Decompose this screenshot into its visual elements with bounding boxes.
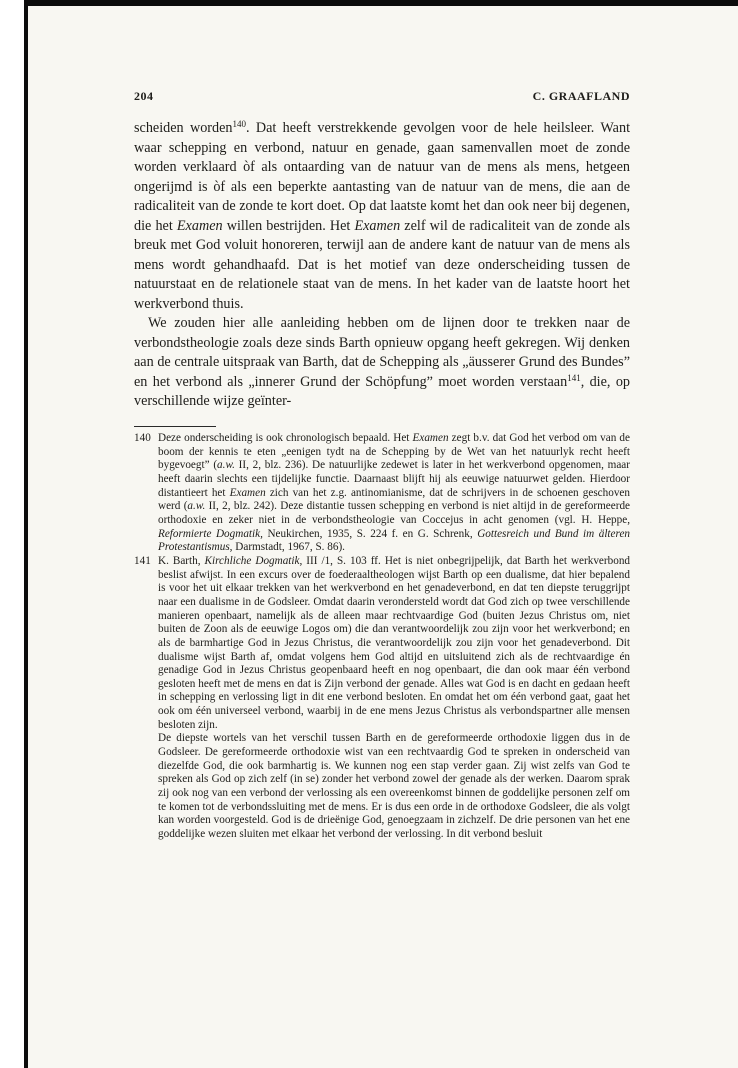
paragraph-1 <box>134 119 630 314</box>
text-run: , die, op verschillende wijze geïnter- <box>134 373 631 409</box>
text-run: zegt b.v. dat God het verbod om van de boom der kennis te eten „eenigen tydt na de Schepping by de Wet van het natuurlyk recht heeft bygevoegt” ( <box>158 432 630 472</box>
body-text <box>134 119 630 412</box>
italic-title: Reformierte Dogmatik, <box>158 527 263 540</box>
page-number: 204 <box>134 89 154 103</box>
footnote-number: 140 <box>134 432 151 444</box>
footnote-number: 141 <box>134 554 151 567</box>
italic-title: Examen <box>229 486 266 499</box>
footnotes <box>134 432 630 842</box>
italic-title: Kirchliche Dogmatik, <box>204 554 303 567</box>
text-run: Deze onderscheiding is ook chronologisch bepaald. Het <box>158 432 413 444</box>
text-run: Neukirchen, 1935, S. 224 f. en G. Schrenk, <box>262 527 478 540</box>
text-run: K. Barth, <box>158 554 205 567</box>
text-run: zelf wil de radicaliteit van de zonde als breuk met God voluit honoreren, terwijl aan de andere kant de natuur van de mens als mens wordt gehandhaafd. Dat is het motief van deze onderscheiding tussen de natuurstaat en de relationele staat van de mens. In het kader van de laatste hoort het werkverbond thuis. <box>134 217 630 312</box>
italic-title: Gottesreich und Bund im älteren Protestantismus, <box>158 527 631 554</box>
text-run: III /1, S. 103 ff. Het is niet onbegrijpelijk, dat Barth het werkverbond beslist afwijst. In een excurs over de foederaaltheologen wijst Barth op een dualisme, dat hier bepalend is voor het uit elkaar trekken van het werkverbond en het genadeverbond, en dat ten diepste teruggrijpt naar een dualisme in de Godsleer. Omdat daarin verondersteld wordt dat God zich op twee verschillende manieren openbaart, namelijk als de alleen maar rechtvaardige God (buiten Jezus Christus om, niet buiten de Zoon als de eeuwige Logos om) die dan verantwoordelijk zou zijn voor het werkverbond; en als de barmhartige God in Jezus Christus, die verantwoordelijk zou zijn voor het genadeverbond. Dit dualisme wijst Barth af, omdat volgens hem God altijd en uitsluitend zich als de rechtvaardige én genadige God in Jezus Christus geopenbaard heeft en nog openbaart, die dan ook maar één verbond gesloten heeft met de mens en dat is Zijn verbond der genade. Alles wat God is en dacht en gedaan heeft in schepping en verlossing ligt in dit ene verbond besloten. En omdat het om één verbond gaat, gaat het ook om één universeel verbond, waarbij in de ene mens Jezus Christus als verbondspartner alle mensen besloten zijn. <box>158 554 631 731</box>
text-run: II, 2, blz. 236). De natuurlijke zedewet is later in het werkverbond opgenomen, maar heeft daarin slechts een tijdelijke functie. Daarnaast blijft hij als eeuwige natuurwet gelden. Hierdoor distantieert het <box>158 459 630 499</box>
italic-title: Examen <box>412 432 449 444</box>
footnote-141-continuation: De diepste wortels van het verschil tussen Barth en de gereformeerde orthodoxie liggen dus in de Godsleer. De gereformeerde orthodoxie wist van een rechtvaardig God te spreken in onderscheid van diezelfde God, die ook barmhartig is. We kunnen nog een stap verder gaan. Zij wist zelfs van God te spreken als God op zich zelf (in se) zonder het verbond zowel der genade als der werken. Daarom sprak zij ook nog van een verbond der verlossing als een overeenkomst binnen de goddelijke personen zelf om te komen tot de verbondssluiting met de mens. Er is dus een orde in de orthodoxe Godsleer, die als volgt kan worden voorgesteld. God is de drieënige God, genoegzaam in zichzelf. De drie personen van het ene goddelijke wezen sluiten met elkaar het verbond der verlossing. In dit verbond besluit <box>158 732 630 841</box>
text-run: scheiden worden <box>134 120 233 136</box>
paragraph-2 <box>134 314 630 412</box>
italic-abbrev: a.w. <box>217 459 235 472</box>
text-run: zich van het z.g. antinomianisme, dat de schrijvers in de schoenen geschoven werd ( <box>158 486 630 513</box>
text-run: II, 2, blz. 242). Deze distantie tussen schepping en verbond is niet altijd in de gereformeerde orthodoxie en zeker niet in de verbondstheologie van Coccejus in acht genomen (vgl. H. Heppe, <box>158 500 630 526</box>
footnote-ref-141[interactable]: 141 <box>567 372 581 383</box>
footnote-rule <box>134 426 216 427</box>
text-run: We zouden hier alle aanleiding hebben om de lijnen door te trekken naar de verbondstheologie zoals deze sinds Barth opnieuw opgang heeft gekregen. Wij denken aan de centrale uitspraak van Barth, dat de Schepping als „äusserer Grund des Bundes” en het verbond als „innerer Grund der Schöpfung” moet worden verstaan <box>134 315 630 390</box>
footnote-140 <box>134 432 630 555</box>
italic-title: Examen <box>176 217 223 234</box>
text-run: . Dat heeft verstrekkende gevolgen voor de hele heilsleer. Want waar schepping en verbond, natuur en genade, gaan samenvallen moet de zonde worden verklaard òf als ontaarding van de natuur van de mens als mens, hetgeen ongerijmd is òf als een beperkte aantasting van de natuur van de mens, die aan de radicaliteit van de zonde te kort doet. Op dat laatste komt het dan ook neer bij degenen, die het <box>134 120 631 234</box>
text-run: willen bestrijden. Het <box>222 217 355 234</box>
footnote-141 <box>134 555 630 733</box>
italic-abbrev: a.w. <box>187 500 206 513</box>
italic-title: Examen <box>354 217 401 234</box>
text-run: Darmstadt, 1967, S. 86). <box>232 541 345 554</box>
footnote-ref-140[interactable]: 140 <box>232 119 247 129</box>
running-head-author: C. GRAAFLAND <box>532 89 630 103</box>
